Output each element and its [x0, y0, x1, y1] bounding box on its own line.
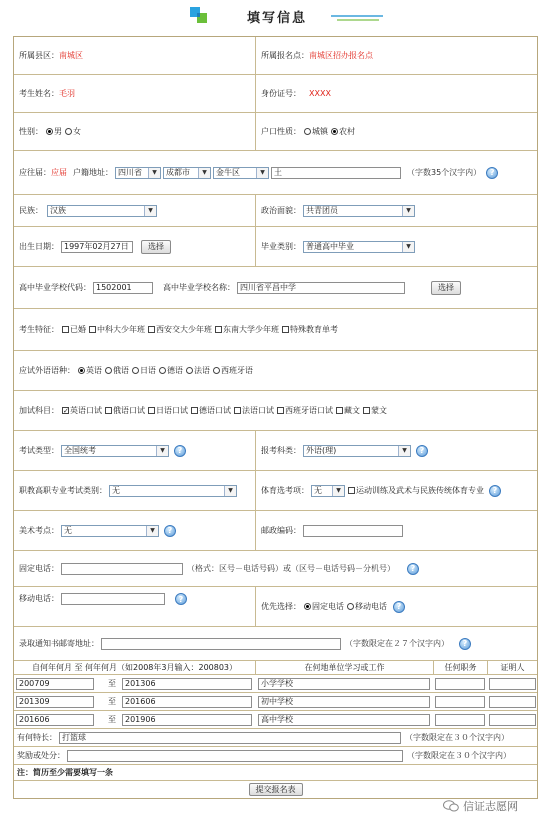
fresh-label: 应往届： — [19, 168, 51, 177]
submit-button[interactable]: 提交报名表 — [249, 783, 303, 796]
sports-select[interactable]: 无 ▼ — [311, 485, 345, 497]
postal-input[interactable] — [303, 525, 403, 537]
chevron-down-icon: ▼ — [198, 168, 210, 178]
priority-label: 优先选择： — [261, 602, 301, 611]
chevron-down-icon: ▼ — [402, 242, 414, 252]
priority-help-icon[interactable]: ? — [393, 601, 405, 613]
resume-to-input[interactable]: 201606 — [122, 696, 252, 708]
row-specialty — [14, 729, 537, 747]
chevron-down-icon: ▼ — [146, 526, 158, 536]
row-ethnicity — [14, 195, 537, 227]
sports-extra-label: 运动训练及武术与民族传统体育专业 — [356, 486, 484, 495]
extra-mongolian-checkbox[interactable] — [363, 407, 370, 414]
political-label: 政治面貌： — [261, 206, 301, 215]
chevron-down-icon: ▼ — [156, 446, 168, 456]
chevron-down-icon: ▼ — [144, 206, 156, 216]
gender-male-label: 男 — [54, 127, 62, 136]
row-mobile — [14, 587, 537, 627]
lang-english-radio[interactable] — [78, 367, 85, 374]
art-help-icon[interactable]: ? — [164, 525, 176, 537]
art-cell — [14, 511, 255, 550]
sports-help-icon[interactable]: ? — [489, 485, 501, 497]
postal-label: 邮政编码： — [261, 526, 301, 535]
row-gender — [14, 113, 537, 151]
school-code-label: 高中毕业学校代码： — [19, 283, 91, 292]
resume-header-period: 自何年何月 至 何年何月（如2008年3月输入：200803） — [31, 663, 238, 672]
hukou-urban-radio[interactable] — [304, 128, 311, 135]
chevron-down-icon: ▼ — [224, 486, 236, 496]
extra-japanese-checkbox[interactable] — [148, 407, 155, 414]
extra-russian-checkbox[interactable] — [105, 407, 112, 414]
resume-post-input[interactable] — [435, 678, 485, 690]
school-name-input[interactable]: 四川省平昌中学 — [237, 282, 405, 294]
resume-from-input[interactable]: 201606 — [16, 714, 94, 726]
gender-cell — [14, 113, 255, 150]
resume-to-label: 至 — [108, 679, 116, 688]
subject-help-icon[interactable]: ? — [416, 445, 428, 457]
resume-header-post: 任何职务 — [433, 661, 487, 674]
birth-input[interactable]: 1997年02月27日 — [61, 241, 133, 253]
row-extra — [14, 391, 537, 431]
chevron-down-icon: ▼ — [398, 446, 410, 456]
station-label: 所属报名点： — [261, 51, 309, 60]
idcard-label: 身份证号： — [261, 89, 301, 98]
specialty-label: 有何特长： — [17, 733, 57, 742]
awards-note: （字数限定在３０个汉字内） — [407, 751, 511, 760]
page-title: 填写信息 — [247, 11, 308, 26]
school-cell — [14, 267, 537, 308]
watermark — [443, 798, 518, 814]
resume-from-input[interactable]: 200709 — [16, 678, 94, 690]
exam-type-label: 考试类型： — [19, 446, 59, 455]
resume-header-witness: 证明人 — [487, 661, 537, 674]
resume-witness-input[interactable] — [489, 714, 536, 726]
postal-cell — [255, 511, 537, 550]
school-name-label: 高中毕业学校名称： — [163, 283, 235, 292]
sports-extra-checkbox[interactable] — [348, 487, 355, 494]
chevron-down-icon: ▼ — [256, 168, 268, 178]
resume-to-input[interactable]: 201306 — [122, 678, 252, 690]
traits-label: 考生特征： — [19, 325, 59, 334]
page-header — [0, 0, 549, 36]
trait-xjtu-checkbox[interactable] — [148, 326, 155, 333]
hukou-urban-label: 城镇 — [312, 127, 328, 136]
mail-address-cell — [14, 627, 537, 660]
idcard-cell — [255, 75, 537, 112]
art-select[interactable]: 无 ▼ — [61, 525, 159, 537]
subject-select[interactable]: 外语(理) ▼ — [303, 445, 411, 457]
vocational-label: 职教高职专业考试类别： — [19, 486, 107, 495]
submit-cell — [14, 781, 537, 798]
awards-input[interactable] — [67, 750, 403, 762]
trait-seu-checkbox[interactable] — [215, 326, 222, 333]
resume-row — [14, 675, 537, 693]
lang-japanese-radio[interactable] — [132, 367, 139, 374]
idcard-value: XXXX — [309, 89, 331, 98]
name-cell — [14, 75, 255, 112]
resume-from-input[interactable]: 201309 — [16, 696, 94, 708]
province-select[interactable]: 四川省 ▼ — [115, 167, 161, 179]
row-language — [14, 351, 537, 391]
resume-to-label: 至 — [108, 697, 116, 706]
resume-place-input[interactable]: 小学学校 — [258, 678, 430, 690]
mail-address-label: 录取通知书邮寄地址： — [19, 639, 99, 648]
mail-address-input[interactable] — [101, 638, 341, 650]
sports-cell — [255, 471, 537, 510]
specialty-note: （字数限定在３０个汉字内） — [405, 733, 509, 742]
row-exam-type — [14, 431, 537, 471]
hukou-cell — [255, 113, 537, 150]
exam-type-select[interactable]: 全国统考 ▼ — [61, 445, 169, 457]
grad-type-select[interactable]: 普通高中毕业 ▼ — [303, 241, 415, 253]
row-landline — [14, 551, 537, 587]
school-code-input[interactable]: 1502001 — [93, 282, 153, 294]
extra-english-checkbox[interactable]: ✓ — [63, 407, 69, 415]
subject-cell — [255, 431, 537, 470]
address-help-icon[interactable]: ? — [486, 167, 498, 179]
resume-post-input[interactable] — [435, 714, 485, 726]
fresh-value: 应届 — [51, 168, 67, 177]
name-label: 考生姓名： — [19, 89, 59, 98]
priority-cell: 优先选择： 固定电话 移动电话 ? — [255, 587, 537, 626]
grad-type-cell — [255, 227, 537, 266]
mobile-help-icon[interactable]: ? — [175, 593, 187, 605]
address-note: （字数35个汉字内） — [407, 168, 482, 177]
row-address — [14, 151, 537, 195]
language-cell: 应试外语语种： 英语 俄语 日语 德语 法语 西班牙语 — [19, 366, 253, 375]
exam-type-help-icon[interactable]: ? — [174, 445, 186, 457]
lang-french-radio[interactable] — [186, 367, 193, 374]
gender-female-radio[interactable] — [65, 128, 72, 135]
trait-married-checkbox[interactable] — [62, 326, 69, 333]
language-label: 应试外语语种： — [19, 366, 75, 375]
footnote-text: 注：简历至少需要填写一条 — [17, 768, 113, 777]
resume-to-input[interactable]: 201906 — [122, 714, 252, 726]
chevron-down-icon: ▼ — [332, 486, 344, 496]
chevron-down-icon: ▼ — [402, 206, 414, 216]
landline-input[interactable] — [61, 563, 183, 575]
extra-spanish-checkbox[interactable] — [277, 407, 284, 414]
awards-label: 奖励或处分： — [17, 751, 65, 760]
row-school — [14, 267, 537, 309]
county-label: 所属县区： — [19, 51, 59, 60]
address-cell — [14, 151, 537, 194]
art-label: 美术考点： — [19, 526, 59, 535]
row-traits — [14, 309, 537, 351]
station-cell — [255, 37, 537, 74]
row-footnote — [14, 765, 537, 781]
vocational-cell — [14, 471, 255, 510]
traits-cell: 考生特征： 已婚 中科大少年班 西安交大少年班 东南大学少年班 特殊教育单考 — [19, 325, 338, 334]
form-logo-icon — [189, 6, 209, 26]
resume-witness-input[interactable] — [489, 696, 536, 708]
gender-male-radio[interactable] — [46, 128, 53, 135]
landline-help-icon[interactable]: ? — [407, 563, 419, 575]
mail-address-help-icon[interactable]: ? — [459, 638, 471, 650]
resume-witness-input[interactable] — [489, 678, 536, 690]
resume-row — [14, 711, 537, 729]
resume-header — [14, 661, 537, 675]
hukou-rural-label: 农村 — [339, 127, 355, 136]
hukou-rural-radio[interactable] — [331, 128, 338, 135]
resume-post-input[interactable] — [435, 696, 485, 708]
priority-mobile-radio[interactable] — [347, 603, 354, 610]
chevron-down-icon: ▼ — [148, 168, 160, 178]
trait-ustc-checkbox[interactable] — [89, 326, 96, 333]
watermark-text: 信证志愿网 — [463, 800, 518, 813]
landline-label: 固定电话： — [19, 564, 59, 573]
ethnicity-select[interactable]: 汉族 ▼ — [47, 205, 157, 217]
vocational-select[interactable]: 无 ▼ — [109, 485, 237, 497]
row-vocational — [14, 471, 537, 511]
mail-address-note: （字数限定在２７个汉字内） — [345, 639, 449, 648]
sports-label: 体育选考项： — [261, 486, 309, 495]
landline-note: （格式：区号－电话号码）或（区号－电话号码－分机号） — [187, 564, 395, 573]
resume-to-label: 至 — [108, 715, 116, 724]
extra-label: 加试科目： — [19, 406, 59, 415]
political-select[interactable]: 共青团员 ▼ — [303, 205, 415, 217]
resume-header-place: 在何地单位学习或工作 — [255, 661, 433, 674]
extra-tibetan-checkbox[interactable] — [336, 407, 343, 414]
birth-label: 出生日期： — [19, 242, 59, 251]
landline-cell — [14, 551, 537, 586]
row-name — [14, 75, 537, 113]
resume-place-input[interactable]: 高中学校 — [258, 714, 430, 726]
district-select[interactable]: 金牛区 ▼ — [213, 167, 269, 179]
extra-cell: 加试科目： ✓ 英语口试 俄语口试 日语口试 德语口试 法语口试 西班牙语口试 藏文 蒙文 — [19, 406, 387, 415]
name-value: 毛羽 — [59, 89, 75, 98]
mobile-input[interactable] — [61, 593, 165, 605]
specialty-input[interactable]: 打篮球 — [59, 732, 401, 744]
title-decoration-icon — [331, 14, 383, 22]
wechat-icon — [443, 800, 459, 812]
specialty-cell — [14, 729, 537, 746]
trait-special-checkbox[interactable] — [282, 326, 289, 333]
birth-cell — [14, 227, 255, 266]
school-select-button[interactable]: 选择 — [431, 281, 461, 295]
city-select[interactable]: 成都市 ▼ — [163, 167, 211, 179]
lang-spanish-radio[interactable] — [213, 367, 220, 374]
mobile-label: 移动电话： — [19, 594, 59, 603]
lang-russian-radio[interactable] — [105, 367, 112, 374]
gender-label: 性别： — [19, 127, 43, 136]
row-art — [14, 511, 537, 551]
registration-form — [13, 36, 538, 799]
extra-german-checkbox[interactable] — [191, 407, 198, 414]
exam-type-cell — [14, 431, 255, 470]
address-detail-input[interactable]: 土 — [271, 167, 401, 179]
station-value: 南城区招办报名点 — [309, 51, 373, 60]
hukou-label: 户口性质： — [261, 127, 301, 136]
resume-row — [14, 693, 537, 711]
address-label: 户籍地址： — [73, 168, 113, 177]
extra-french-checkbox[interactable] — [234, 407, 241, 414]
row-county — [14, 37, 537, 75]
subject-label: 报考科类： — [261, 446, 301, 455]
grad-type-label: 毕业类别： — [261, 242, 301, 251]
county-value: 南城区 — [59, 51, 83, 60]
birth-select-button[interactable]: 选择 — [141, 240, 171, 254]
row-submit — [14, 781, 537, 798]
political-cell — [255, 195, 537, 226]
lang-german-radio[interactable] — [159, 367, 166, 374]
gender-female-label: 女 — [73, 127, 81, 136]
county-cell — [14, 37, 255, 74]
mobile-cell — [14, 587, 255, 626]
ethnicity-cell — [14, 195, 255, 226]
resume-place-input[interactable]: 初中学校 — [258, 696, 430, 708]
awards-cell — [14, 747, 537, 764]
row-mail-address — [14, 627, 537, 661]
ethnicity-label: 民族： — [19, 206, 43, 215]
row-awards — [14, 747, 537, 765]
row-birth — [14, 227, 537, 267]
priority-landline-radio[interactable] — [304, 603, 311, 610]
